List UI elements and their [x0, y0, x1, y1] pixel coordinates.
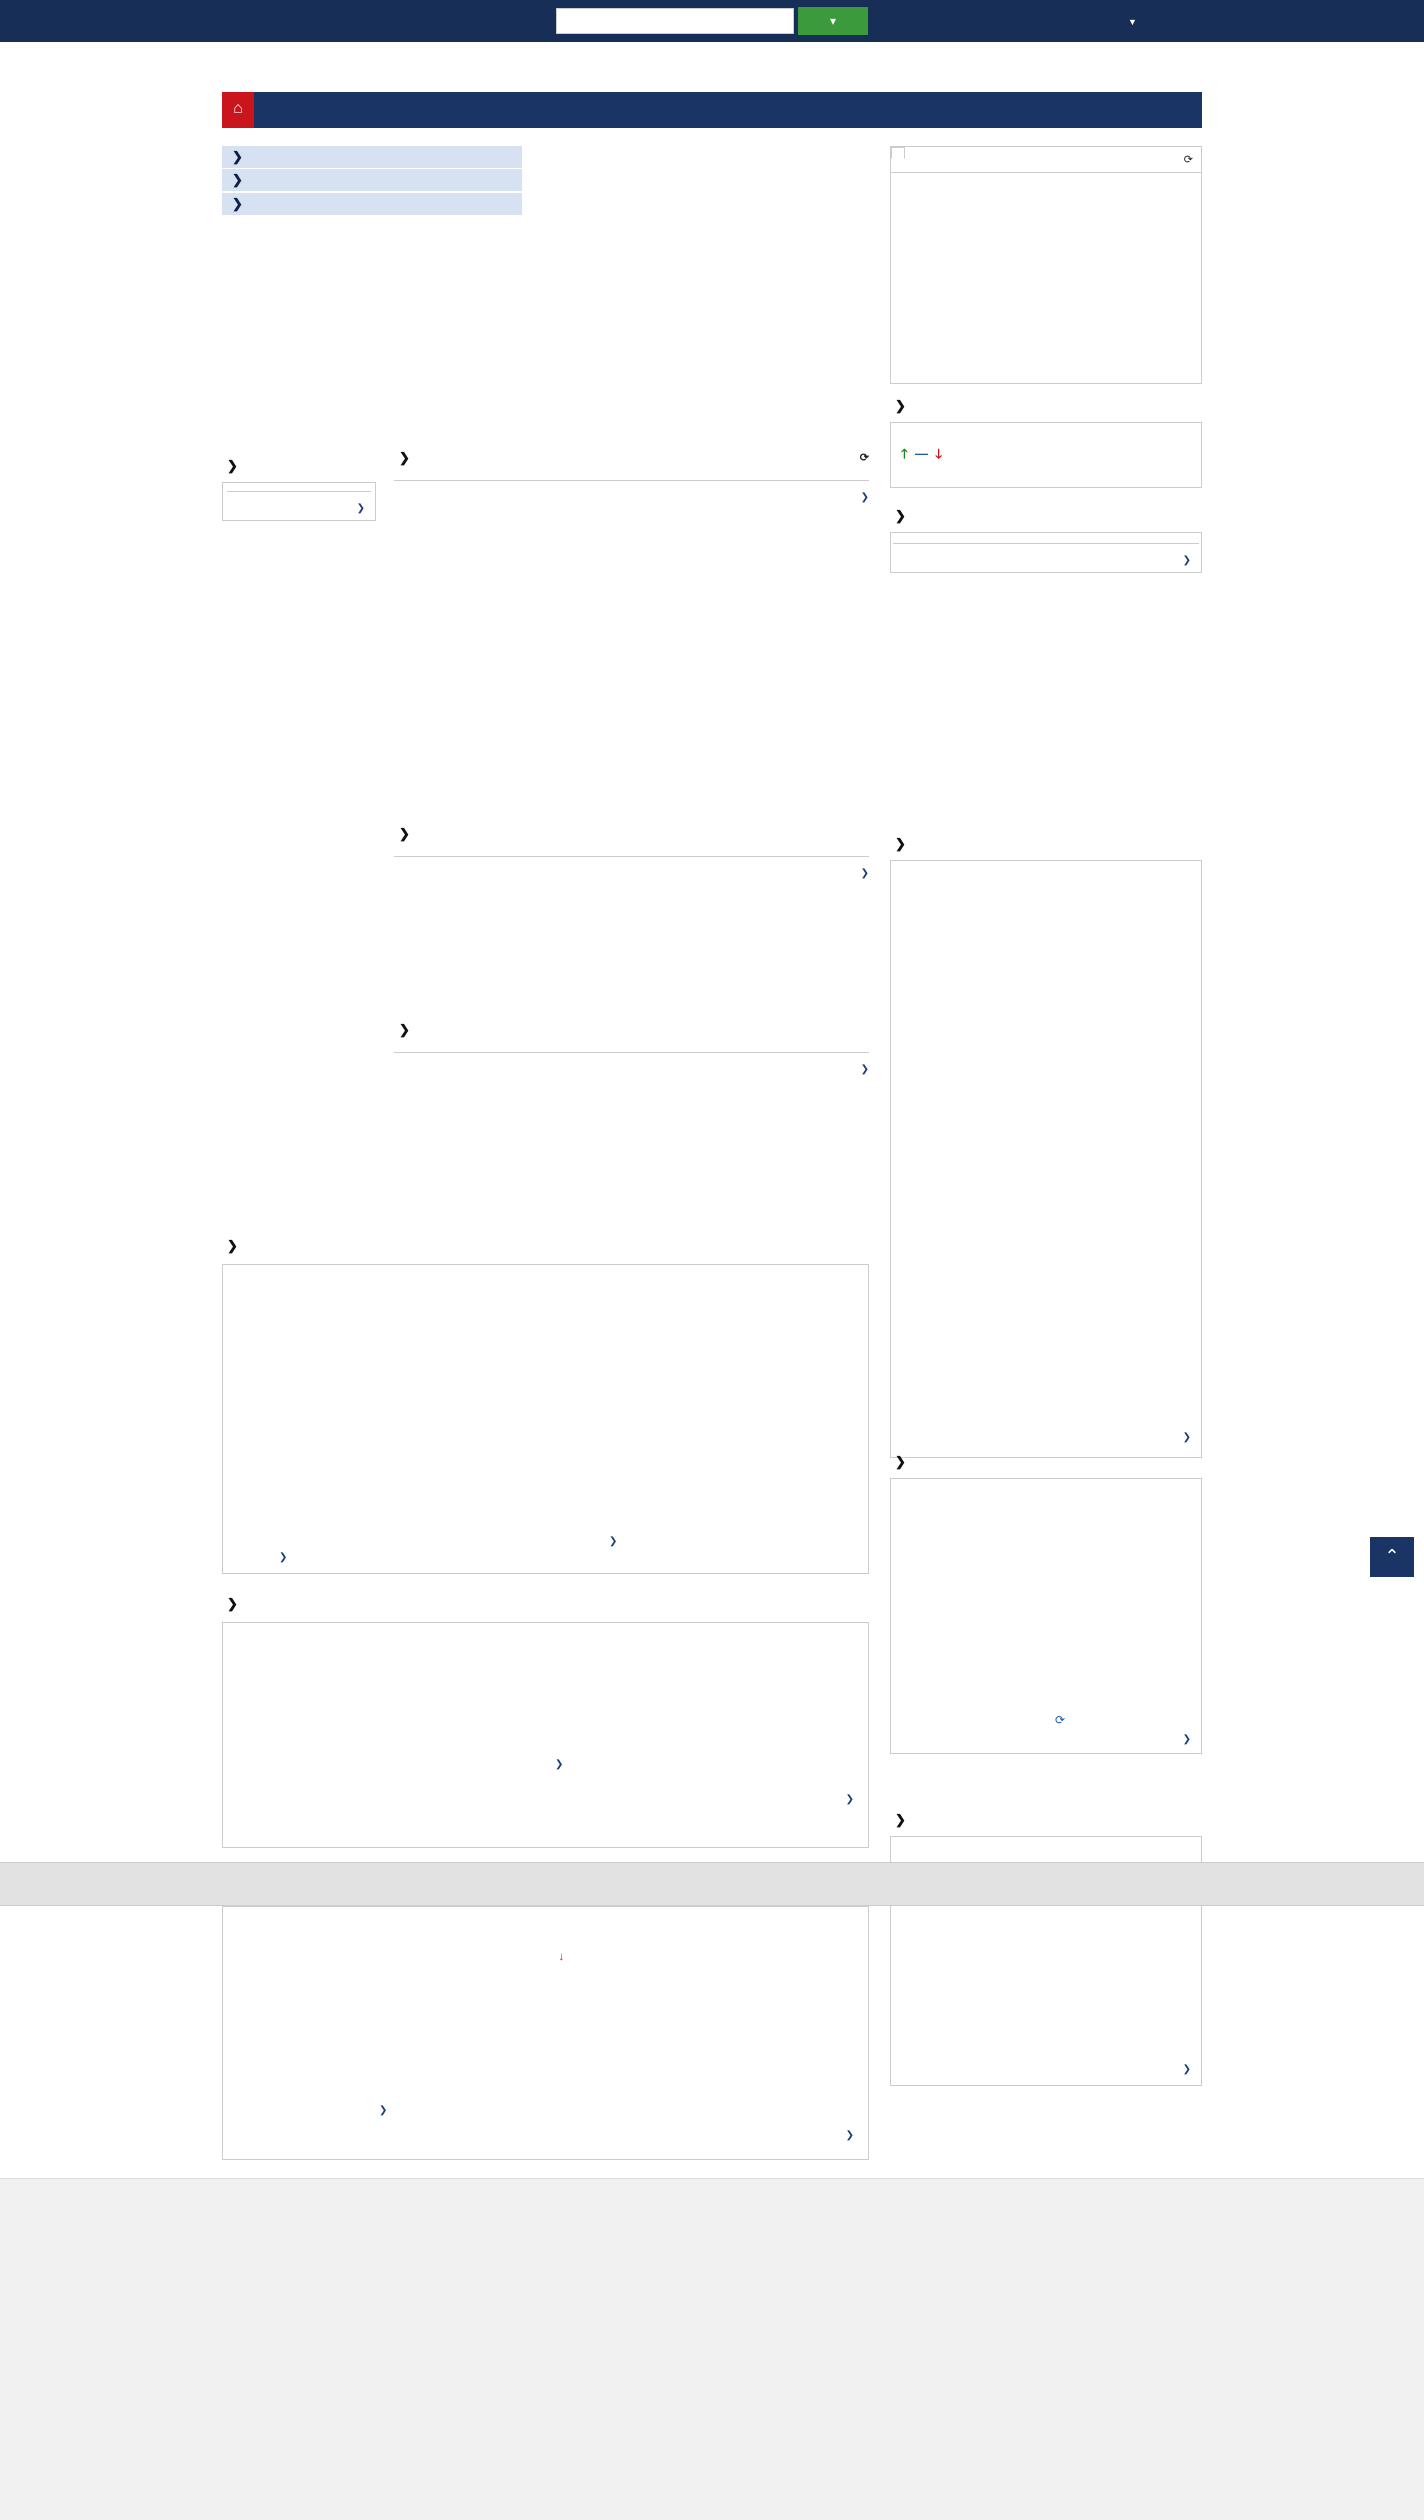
world-indices	[394, 446, 869, 503]
chevron-right-icon	[227, 149, 243, 164]
chevron-right-icon	[394, 1018, 410, 1039]
chevron-right-icon	[394, 446, 410, 467]
commodities-more-link[interactable]	[861, 865, 869, 879]
fx-title[interactable]	[394, 1018, 869, 1040]
col-header	[893, 537, 954, 544]
category-head-2[interactable]	[222, 169, 522, 191]
chevron-right-icon	[890, 504, 906, 525]
col-header	[462, 1046, 530, 1053]
category-head[interactable]	[222, 146, 522, 168]
recom-more-link[interactable]	[846, 1791, 854, 1805]
chevron-right-icon	[222, 454, 238, 475]
gpw-box	[890, 532, 1202, 573]
col-header	[1138, 537, 1199, 544]
baro-more-link[interactable]	[1183, 1429, 1191, 1443]
top-bar	[0, 0, 1424, 42]
commodities-online	[394, 822, 869, 879]
world-more-link[interactable]	[861, 489, 869, 503]
col-header	[299, 487, 371, 492]
col-header	[801, 850, 869, 857]
chevron-up-icon: ⌃	[1384, 1546, 1400, 1566]
situation-counts	[901, 445, 1191, 467]
compare-box	[890, 1478, 1202, 1754]
gpw-more-link[interactable]	[1183, 552, 1191, 566]
baro-title[interactable]	[890, 832, 1202, 854]
chevron-right-icon	[222, 1592, 238, 1613]
chevron-down-icon: ▼	[1128, 17, 1137, 27]
compare-chart	[895, 1529, 1195, 1719]
gpw-title[interactable]	[890, 504, 1202, 526]
fx-table	[394, 1046, 869, 1053]
wig20-tabs	[891, 147, 1201, 173]
category-box	[222, 146, 522, 215]
arrow-down-icon: ↓	[558, 1949, 565, 1963]
baro-quote	[911, 915, 928, 930]
col-header	[665, 1046, 733, 1053]
commodities-mini-more-link[interactable]	[357, 500, 365, 514]
results-bar-chart	[553, 1335, 853, 1505]
results-base-link[interactable]	[279, 1549, 287, 1563]
commodities-online-title[interactable]	[394, 822, 869, 844]
world-indices-title[interactable]	[394, 446, 869, 468]
col-header	[598, 1046, 666, 1053]
fund-quote	[545, 1947, 564, 1963]
commodities-mini-title[interactable]	[222, 454, 376, 476]
recom-box	[222, 1622, 869, 1848]
footer	[0, 2178, 1424, 2520]
fund-box	[222, 1906, 869, 2160]
chevron-right-icon	[890, 1450, 906, 1471]
recom-title[interactable]	[222, 1592, 869, 1614]
world-stocks-more-link[interactable]	[1183, 2061, 1191, 2075]
col-header	[954, 537, 1015, 544]
gpw-table	[893, 537, 1199, 544]
left-column	[222, 146, 522, 215]
refresh-icon: ⟳	[1055, 1713, 1066, 1727]
situation-title[interactable]	[890, 394, 1202, 416]
arrow-down-icon: 🡓	[935, 446, 943, 461]
results-title[interactable]	[222, 1234, 869, 1256]
results-full-link[interactable]	[609, 1533, 617, 1547]
gpw-quotes	[890, 504, 1202, 573]
chevron-right-icon	[890, 832, 906, 853]
commodities-table	[394, 850, 869, 857]
compare-title[interactable]	[890, 1450, 1202, 1472]
commodities-mini-table	[227, 487, 371, 492]
col-header	[598, 850, 666, 857]
wig-quote	[901, 191, 918, 205]
col-header	[733, 850, 801, 857]
right-column	[890, 146, 1202, 1727]
chevron-right-icon	[227, 196, 243, 211]
wig20-widget	[890, 146, 1202, 384]
barometer-chart	[895, 957, 1195, 1387]
main-wrapper	[222, 42, 1202, 2172]
category-head-3[interactable]	[222, 193, 522, 215]
tab-eurpln[interactable]	[917, 149, 929, 159]
search-button[interactable]	[798, 7, 868, 35]
chevron-right-icon	[222, 1234, 238, 1255]
col-header	[733, 1046, 801, 1053]
col-header	[530, 1046, 598, 1053]
scroll-top-button[interactable]	[1370, 1537, 1414, 1577]
compare-refresh-button[interactable]	[1055, 1713, 1065, 1727]
col-header	[227, 487, 299, 492]
dash-icon: —	[915, 446, 929, 461]
col-header	[394, 474, 436, 481]
cookie-banner	[0, 1862, 1424, 1906]
chevron-right-icon	[394, 822, 410, 843]
fund-more-link[interactable]	[846, 2127, 854, 2141]
home-icon[interactable]: ⌂	[222, 92, 254, 128]
recommendations	[222, 1592, 869, 1848]
col-header	[791, 474, 869, 481]
fund-link[interactable]	[379, 2101, 387, 2116]
world-stocks	[890, 1808, 1202, 2086]
baro-box	[890, 860, 1202, 1458]
search-input[interactable]	[556, 8, 794, 34]
world-indices-table	[394, 474, 869, 481]
chevron-down-icon: ▾	[829, 14, 837, 28]
col-header	[1077, 537, 1138, 544]
col-header	[462, 850, 530, 857]
fund-chart	[231, 1939, 521, 2089]
main-nav	[222, 92, 1202, 128]
col-header	[394, 850, 462, 857]
gpw-situation	[890, 394, 1202, 488]
wig-refresh-button[interactable]	[1184, 153, 1193, 166]
world-stocks-title[interactable]	[890, 1808, 1202, 1830]
col-header	[556, 474, 634, 481]
col-header	[634, 474, 712, 481]
results-box	[222, 1264, 869, 1574]
refresh-icon: ⟳	[859, 452, 869, 464]
fx-more-link[interactable]	[861, 1061, 869, 1075]
chevron-right-icon	[890, 1808, 906, 1829]
recom-chart	[231, 1659, 521, 1809]
tab-londyn[interactable]	[905, 149, 917, 159]
col-header	[801, 1046, 869, 1053]
world-stock-quote	[901, 1847, 911, 1861]
tab-wig20[interactable]	[891, 147, 905, 159]
col-header	[1015, 537, 1076, 544]
shortcuts-menu[interactable]	[1128, 13, 1137, 28]
financial-results	[222, 1234, 869, 1574]
situation-box	[890, 422, 1202, 488]
intraday-compare	[890, 1450, 1202, 1754]
recom-all-link[interactable]	[555, 1755, 563, 1770]
refresh-icon: ⟳	[1183, 154, 1193, 166]
footer-right	[922, 2421, 1202, 2439]
commodities-mini	[222, 454, 376, 521]
col-header	[713, 474, 791, 481]
compare-more-link[interactable]	[1183, 1731, 1191, 1745]
chevron-right-icon	[890, 394, 906, 415]
col-header	[394, 1046, 462, 1053]
col-header	[665, 850, 733, 857]
index-barometer	[890, 832, 1202, 1458]
wig20-intraday-chart	[895, 207, 1195, 367]
col-header	[436, 474, 556, 481]
world-stock-chart	[895, 1893, 1195, 2043]
arrow-up-icon: 🡑	[901, 446, 908, 461]
col-header	[530, 850, 598, 857]
chevron-right-icon	[227, 172, 243, 187]
commodities-mini-box	[222, 482, 376, 521]
world-refresh-button[interactable]	[860, 451, 869, 464]
fx-online	[394, 1018, 869, 1075]
